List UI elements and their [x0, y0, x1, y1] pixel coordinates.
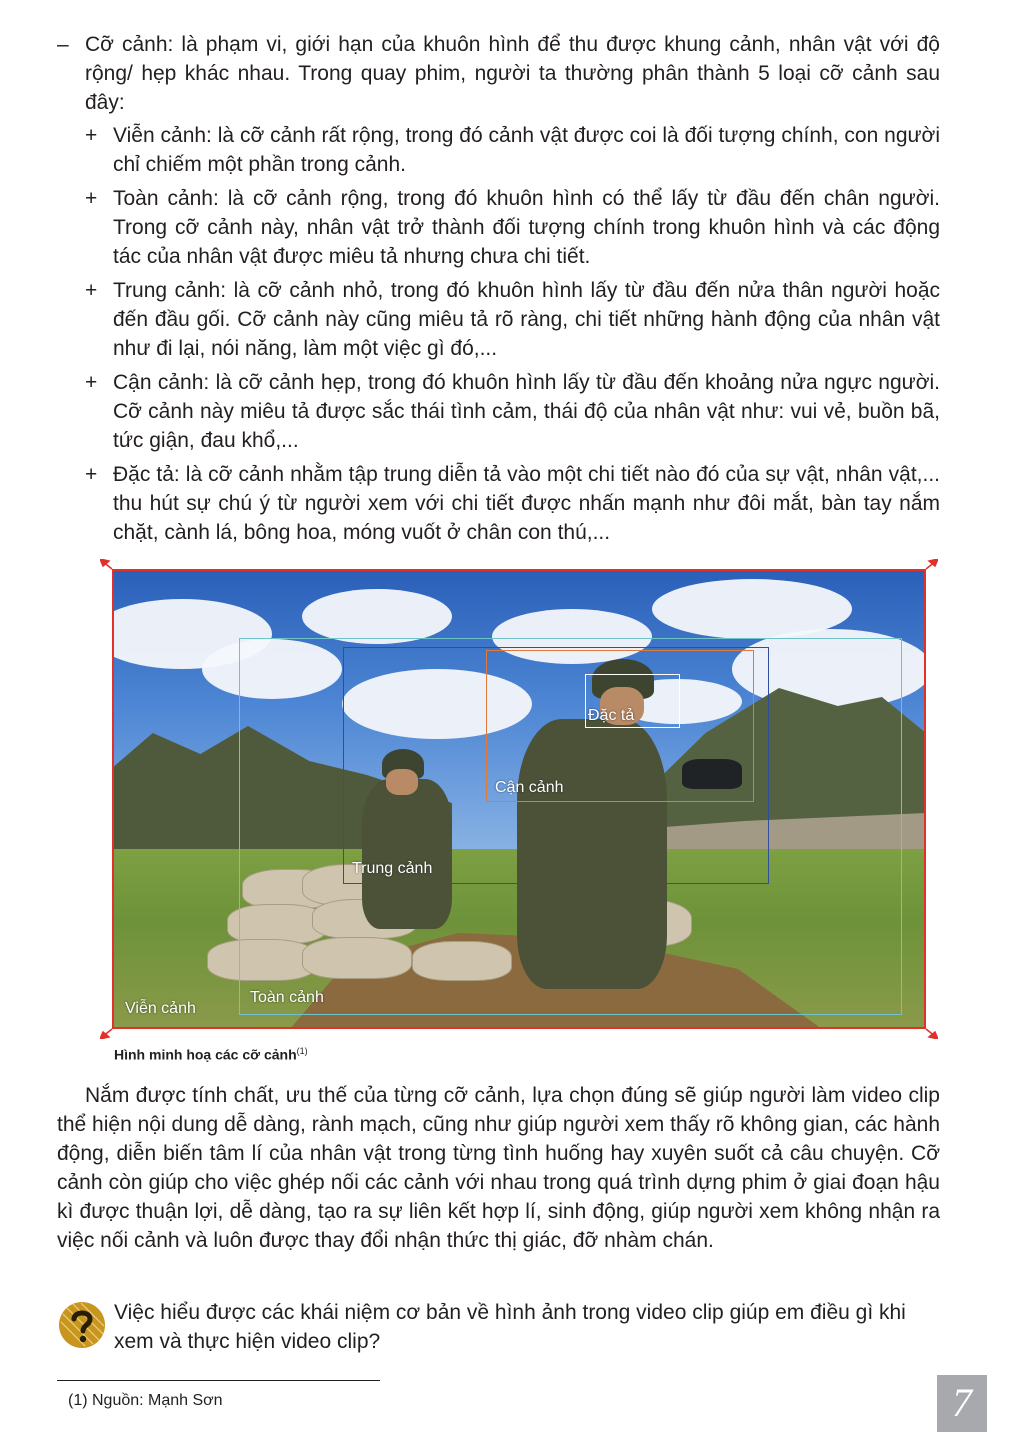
- list-item-toan-canh: [85, 184, 940, 271]
- label-toan-canh: Toàn cảnh: [250, 989, 324, 1006]
- list-item-text: Toàn cảnh: là cỡ cảnh rộng, trong đó khuôn hình có thể lấy từ đầu đến chân người. Trong cỡ cảnh này, nhân vật trở thành đối tượng chính trong khuôn hình và các động tác của nhân vật được miêu tả nhưng chưa chi tiết.: [113, 187, 940, 268]
- label-vien-canh: Viễn cảnh: [125, 1000, 196, 1017]
- list-item-text: Viễn cảnh: là cỡ cảnh rất rộng, trong đó cảnh vật được coi là đối tượng chính, con người chỉ chiếm một phần trong cảnh.: [113, 124, 940, 176]
- question-mark-icon: [57, 1300, 107, 1350]
- footnote-divider: [57, 1380, 380, 1381]
- list-item-text: Cận cảnh: là cỡ cảnh hẹp, trong đó khuôn hình lấy từ đầu đến khoảng nửa ngực người. Cỡ cảnh này miêu tả được sắc thái tình cảm, thái độ của nhân vật như: vui vẻ, buồn bã, tức giận, đau khổ,...: [113, 371, 940, 452]
- plus-bullet: +: [85, 124, 98, 147]
- list-item-can-canh: [85, 368, 940, 455]
- plus-bullet: +: [85, 463, 98, 486]
- label-can-canh: Cận cảnh: [495, 779, 564, 796]
- caption-text: Hình minh hoạ các cỡ cảnh: [114, 1046, 297, 1063]
- footnote: (1) Nguồn: Mạnh Sơn: [68, 1392, 223, 1409]
- plus-bullet: +: [85, 279, 98, 302]
- intro-paragraph: [57, 30, 940, 117]
- list-item-text: Đặc tả: là cỡ cảnh nhằm tập trung diễn tả vào một chi tiết nào đó của sự vật, nhân vật,... thu hút sự chú ý từ người xem với chi tiết được nhấn mạnh như đôi mắt, bàn tay nắm chặt, cành lá, bông hoa, móng vuốt ở chân con thú,...: [113, 463, 940, 544]
- shot-size-figure: [100, 559, 938, 1039]
- label-trung-canh: Trung cảnh: [352, 860, 433, 877]
- list-item-text: Trung cảnh: là cỡ cảnh nhỏ, trong đó khuôn hình lấy từ đầu đến nửa thân người hoặc đến đầu gối. Cỡ cảnh này cũng miêu tả rõ ràng, chi tiết những hành động của nhân vật như đi lại, nói năng, làm một việc gì đó,...: [113, 279, 940, 360]
- page-number-box: [937, 1375, 987, 1432]
- caption-footnote-ref: (1): [296, 1046, 308, 1056]
- intro-text: Cỡ cảnh: là phạm vi, giới hạn của khuôn hình để thu được khung cảnh, nhân vật với độ rộng/ hẹp khác nhau. Trong quay phim, người ta thường phân thành 5 loại cỡ cảnh sau đây:: [85, 33, 940, 114]
- list-item-trung-canh: [85, 276, 940, 363]
- page-number: 7: [952, 1380, 972, 1425]
- plus-bullet: +: [85, 371, 98, 394]
- body-paragraph: Nắm được tính chất, ưu thế của từng cỡ cảnh, lựa chọn đúng sẽ giúp người làm video clip thể hiện nội dung dễ dàng, rành mạch, cũng như giúp người xem thấy rõ không gian, các hành động, diễn biến tâm lí của nhân vật trong từng tình huống hay xuyên suốt cả câu chuyện. Cỡ cảnh còn giúp cho việc ghép nối các cảnh với nhau trong quá trình dựng phim ở giai đoạn hậu kì được thuận lợi, dễ dàng, tạo ra sự liên kết hợp lí, sinh động, giúp người xem không nhận ra việc nối cảnh và luôn được thay đổi nhận thức thị giác, đỡ nhàm chán.: [57, 1084, 940, 1252]
- shot-size-list: [85, 121, 940, 552]
- intro-dash: –: [57, 33, 69, 56]
- figure-caption: [114, 1046, 308, 1063]
- plus-bullet: +: [85, 187, 98, 210]
- label-dac-ta: Đặc tả: [588, 707, 635, 724]
- question-box: [57, 1298, 940, 1356]
- list-item-dac-ta: [85, 460, 940, 547]
- question-text: Việc hiểu được các khái niệm cơ bản về hình ảnh trong video clip giúp em điều gì khi xem và thực hiện video clip?: [114, 1301, 906, 1353]
- list-item-vien-canh: [85, 121, 940, 179]
